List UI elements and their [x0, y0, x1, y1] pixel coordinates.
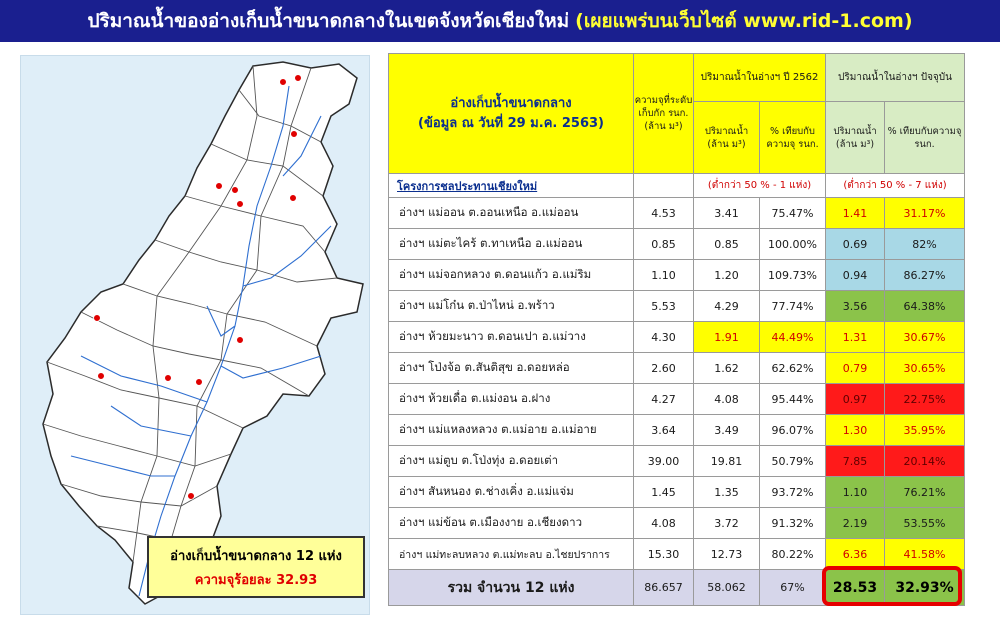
prev-percent-header: % เทียบกับความจุ รนก.	[760, 102, 826, 174]
chiang-mai-map	[21, 56, 371, 616]
cur-volume-cell: 7.85	[826, 446, 885, 477]
cur-volume-cell: 0.69	[826, 229, 885, 260]
capacity-cell: 15.30	[634, 539, 694, 570]
capacity-cell: 4.53	[634, 198, 694, 229]
capacity-cell: 4.27	[634, 384, 694, 415]
total-prev-volume: 58.062	[694, 570, 760, 606]
prev-volume-cell: 1.62	[694, 353, 760, 384]
cur-percent-cell: 22.75%	[885, 384, 965, 415]
header-subtitle: (เผยแพร่บนเว็บไซต์ www.rid-1.com)	[575, 10, 913, 32]
reservoir-name: อ่างฯ แม่ออน ต.ออนเหนือ อ.แม่ออน	[389, 198, 634, 229]
prev-percent-cell: 62.62%	[760, 353, 826, 384]
reservoir-name: อ่างฯ แม่จอกหลวง ต.ดอนแก้ว อ.แม่ริม	[389, 260, 634, 291]
prev-volume-cell: 12.73	[694, 539, 760, 570]
prev-volume-cell: 1.20	[694, 260, 760, 291]
table-row	[389, 477, 965, 508]
prev-percent-cell: 109.73%	[760, 260, 826, 291]
prev-volume-cell: 3.72	[694, 508, 760, 539]
prev-volume-cell: 1.35	[694, 477, 760, 508]
group-name: โครงการชลประทานเชียงใหม่	[389, 174, 634, 198]
cur-percent-cell: 35.95%	[885, 415, 965, 446]
prev-volume-cell: 1.91	[694, 322, 760, 353]
cur-percent-cell: 64.38%	[885, 291, 965, 322]
reservoir-marker	[237, 201, 244, 208]
total-highlight-frame	[822, 566, 962, 606]
reservoir-marker	[237, 337, 244, 344]
capacity-cell: 3.64	[634, 415, 694, 446]
prev-volume-cell: 3.49	[694, 415, 760, 446]
cur-percent-cell: 53.55%	[885, 508, 965, 539]
summary-percent: ความจุร้อยละ 32.93	[194, 572, 318, 588]
summary-count: อ่างเก็บน้ำขนาดกลาง 12 แห่ง	[170, 548, 342, 564]
reservoir-name: อ่างฯ ห้วยมะนาว ต.ดอนเปา อ.แม่วาง	[389, 322, 634, 353]
reservoir-name: อ่างฯ สันหนอง ต.ช่างเคิ่ง อ.แม่แจ่ม	[389, 477, 634, 508]
table-row	[389, 446, 965, 477]
capacity-cell: 0.85	[634, 229, 694, 260]
reservoir-marker	[295, 75, 302, 82]
table-title-cell	[389, 54, 634, 174]
cur-volume-cell: 3.56	[826, 291, 885, 322]
province-outline	[43, 62, 363, 604]
summary-box	[147, 536, 365, 598]
cur-volume-cell: 1.41	[826, 198, 885, 229]
table-row	[389, 322, 965, 353]
total-capacity: 86.657	[634, 570, 694, 606]
capacity-cell: 1.10	[634, 260, 694, 291]
table-title: อ่างเก็บน้ำขนาดกลาง	[450, 95, 572, 111]
prev-percent-cell: 80.22%	[760, 539, 826, 570]
table-row	[389, 539, 965, 570]
total-prev-percent: 67%	[760, 570, 826, 606]
prev-percent-cell: 44.49%	[760, 322, 826, 353]
cur-volume-cell: 0.94	[826, 260, 885, 291]
prev-volume-header: ปริมาณน้ำ (ล้าน ม³)	[694, 102, 760, 174]
cur-volume-cell: 0.79	[826, 353, 885, 384]
cur-percent-cell: 76.21%	[885, 477, 965, 508]
reservoir-marker	[196, 379, 203, 386]
reservoir-name: อ่างฯ แม่ทะลบหลวง ต.แม่ทะลบ อ.ไชยปราการ	[389, 539, 634, 570]
cur-volume-cell: 1.10	[826, 477, 885, 508]
table-row	[389, 291, 965, 322]
reservoir-marker	[290, 195, 297, 202]
prev-volume-cell: 19.81	[694, 446, 760, 477]
total-cur-percent: 32.93%	[885, 570, 965, 606]
reservoir-marker	[98, 373, 105, 380]
reservoir-marker	[291, 131, 298, 138]
cur-percent-cell: 20.14%	[885, 446, 965, 477]
prev-percent-cell: 50.79%	[760, 446, 826, 477]
cur-percent-header: % เทียบกับความจุ รนก.	[885, 102, 965, 174]
prev-percent-cell: 91.32%	[760, 508, 826, 539]
prev-volume-cell: 4.29	[694, 291, 760, 322]
table-row	[389, 508, 965, 539]
prev-percent-cell: 93.72%	[760, 477, 826, 508]
reservoir-map	[20, 55, 370, 615]
reservoir-name: อ่างฯ ห้วยเดื่อ ต.แม่งอน อ.ฝาง	[389, 384, 634, 415]
cur-percent-cell: 82%	[885, 229, 965, 260]
reservoir-name: อ่างฯ แม่ตูบ ต.โป่งทุ่ง อ.ดอยเต่า	[389, 446, 634, 477]
reservoir-marker	[280, 79, 287, 86]
capacity-cell: 4.08	[634, 508, 694, 539]
header-title: ปริมาณน้ำของอ่างเก็บน้ำขนาดกลางในเขตจังหวัดเชียงใหม่	[87, 10, 570, 32]
cur-percent-cell: 41.58%	[885, 539, 965, 570]
cur-percent-cell: 31.17%	[885, 198, 965, 229]
cur-note: (ต่ำกว่า 50 % - 7 แห่ง)	[826, 174, 965, 198]
table-row	[389, 198, 965, 229]
capacity-cell: 4.30	[634, 322, 694, 353]
prev-percent-cell: 96.07%	[760, 415, 826, 446]
reservoir-marker	[94, 315, 101, 322]
reservoir-name: อ่างฯ แม่ข้อน ต.เมืองงาย อ.เชียงดาว	[389, 508, 634, 539]
table-row	[389, 260, 965, 291]
prev-percent-cell: 100.00%	[760, 229, 826, 260]
cur-volume-cell: 1.30	[826, 415, 885, 446]
reservoir-table	[388, 53, 964, 606]
reservoir-name: อ่างฯ โป่งจ้อ ต.สันติสุข อ.ดอยหล่อ	[389, 353, 634, 384]
reservoir-name: อ่างฯ แม่ตะไคร้ ต.ทาเหนือ อ.แม่ออน	[389, 229, 634, 260]
reservoir-marker	[165, 375, 172, 382]
cur-volume-cell: 2.19	[826, 508, 885, 539]
prev-volume-cell: 4.08	[694, 384, 760, 415]
prev-volume-cell: 3.41	[694, 198, 760, 229]
prev-percent-cell: 77.74%	[760, 291, 826, 322]
table-row	[389, 229, 965, 260]
cur-percent-cell: 30.65%	[885, 353, 965, 384]
capacity-cell: 39.00	[634, 446, 694, 477]
cur-percent-cell: 30.67%	[885, 322, 965, 353]
cur-volume-cell: 6.36	[826, 539, 885, 570]
cur-volume-cell: 0.97	[826, 384, 885, 415]
reservoir-name: อ่างฯ แม่โก๋น ต.ป่าไหน่ อ.พร้าว	[389, 291, 634, 322]
page-header	[0, 0, 1000, 42]
reservoir-name: อ่างฯ แม่แหลงหลวง ต.แม่อาย อ.แม่อาย	[389, 415, 634, 446]
total-label: รวม จำนวน 12 แห่ง	[389, 570, 634, 606]
current-header: ปริมาณน้ำในอ่างฯ ปัจจุบัน	[826, 54, 965, 102]
prev-percent-cell: 95.44%	[760, 384, 826, 415]
capacity-cell: 1.45	[634, 477, 694, 508]
table-row	[389, 415, 965, 446]
reservoir-marker	[232, 187, 239, 194]
cur-percent-cell: 86.27%	[885, 260, 965, 291]
table-row	[389, 353, 965, 384]
prev-percent-cell: 75.47%	[760, 198, 826, 229]
reservoir-marker	[188, 493, 195, 500]
reservoir-marker	[216, 183, 223, 190]
year-header: ปริมาณน้ำในอ่างฯ ปี 2562	[694, 54, 826, 102]
capacity-header: ความจุที่ระดับเก็บกัก รนก. (ล้าน ม³)	[634, 54, 694, 174]
total-cur-volume: 28.53	[826, 570, 885, 606]
capacity-cell: 5.53	[634, 291, 694, 322]
table-row	[389, 384, 965, 415]
table-date-note: (ข้อมูล ณ วันที่ 29 ม.ค. 2563)	[418, 115, 604, 131]
cur-volume-header: ปริมาณน้ำ (ล้าน ม³)	[826, 102, 885, 174]
prev-volume-cell: 0.85	[694, 229, 760, 260]
prev-note: (ต่ำกว่า 50 % - 1 แห่ง)	[694, 174, 826, 198]
cur-volume-cell: 1.31	[826, 322, 885, 353]
capacity-cell: 2.60	[634, 353, 694, 384]
